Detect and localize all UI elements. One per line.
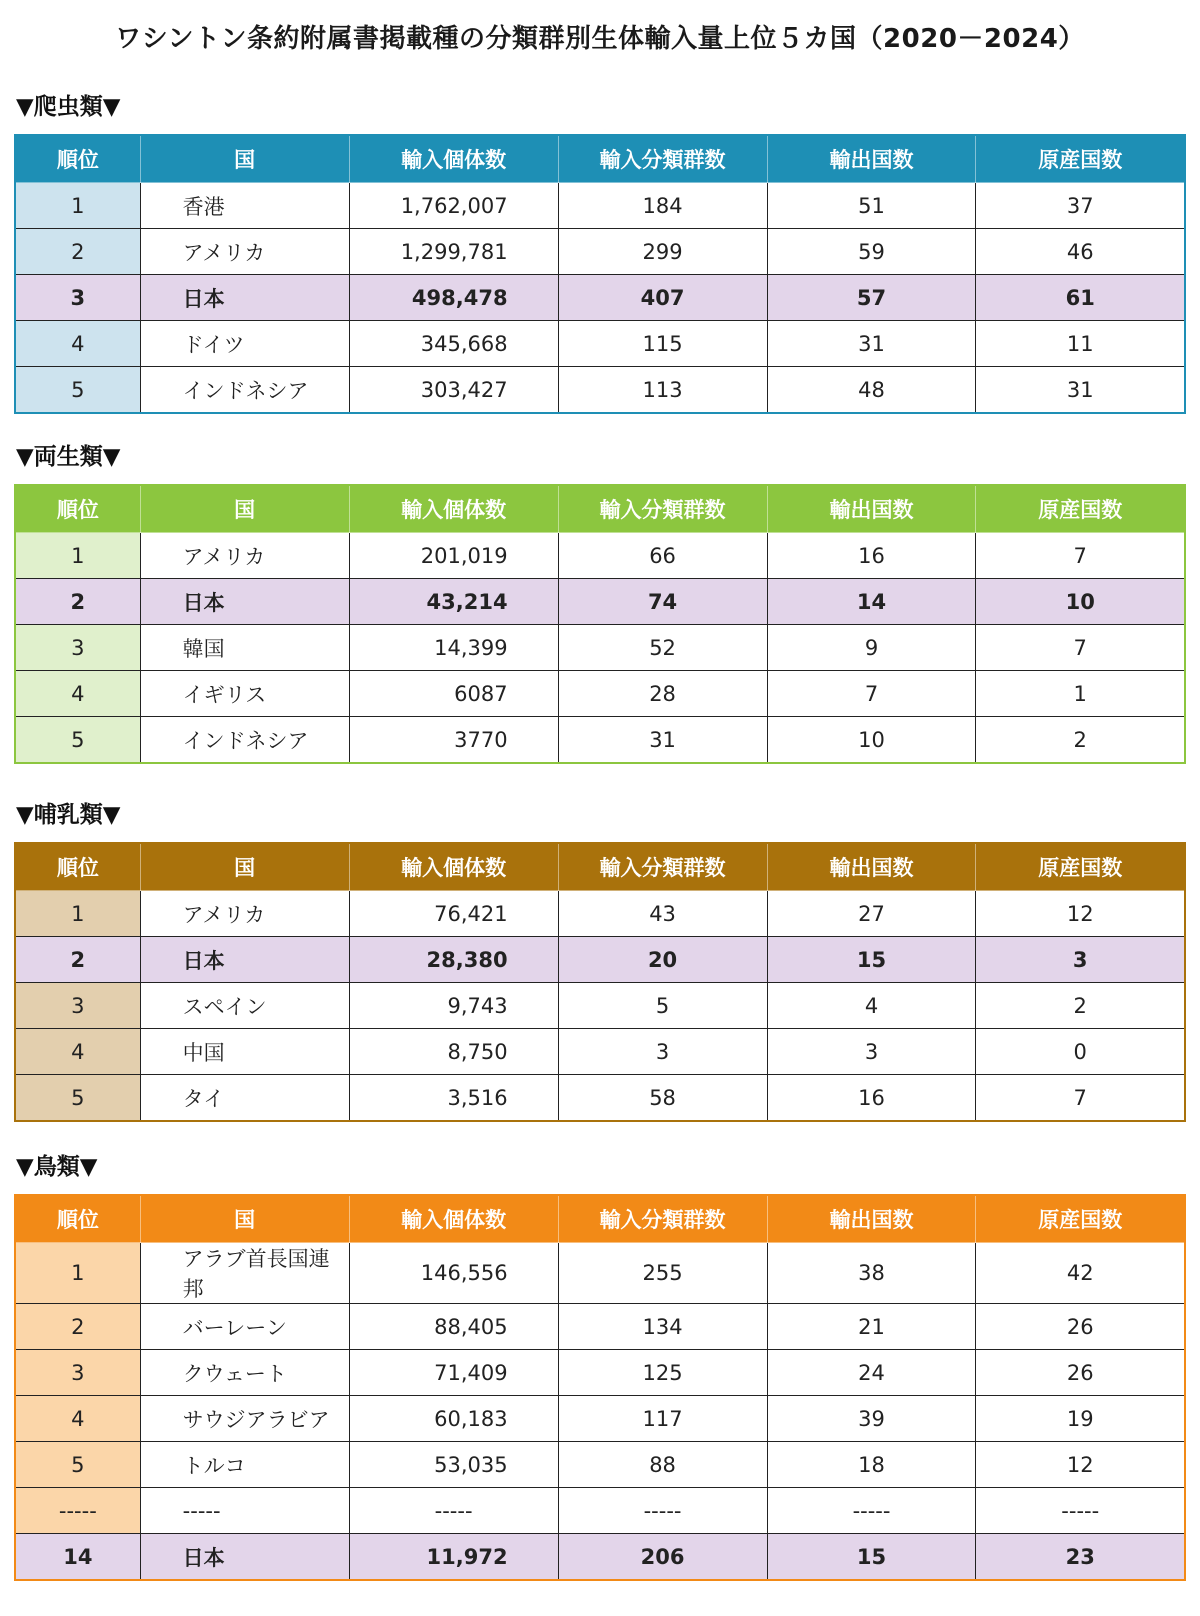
exporters-cell: 7 [767, 671, 976, 717]
birds-table [14, 1194, 1186, 1581]
rank-cell: 14 [15, 1534, 140, 1581]
origins-cell: 37 [976, 183, 1185, 229]
rank-cell: 5 [15, 367, 140, 414]
origins-cell: 61 [976, 275, 1185, 321]
rank-cell: 4 [15, 671, 140, 717]
exporters-cell: 24 [767, 1350, 976, 1396]
section-birds [14, 1152, 1186, 1581]
origins-cell: 10 [976, 579, 1185, 625]
taxa-cell: 58 [558, 1075, 767, 1122]
country-cell: 韓国 [140, 625, 349, 671]
header-row [15, 1195, 1185, 1243]
origins-cell: 26 [976, 1304, 1185, 1350]
header-row [15, 485, 1185, 533]
table-row [15, 937, 1185, 983]
taxa-cell: 88 [558, 1442, 767, 1488]
table-row [15, 1075, 1185, 1122]
origins-cell: 3 [976, 937, 1185, 983]
taxa-cell: ----- [558, 1488, 767, 1534]
origins-cell: 19 [976, 1396, 1185, 1442]
rank-cell: 1 [15, 183, 140, 229]
individuals-cell: 43,214 [349, 579, 558, 625]
country-cell: スペイン [140, 983, 349, 1029]
exporters-cell: 15 [767, 1534, 976, 1581]
origins-cell: 7 [976, 533, 1185, 579]
header-exporters: 輸出国数 [767, 135, 976, 183]
table-row [15, 367, 1185, 414]
taxa-cell: 3 [558, 1029, 767, 1075]
origins-cell: 1 [976, 671, 1185, 717]
individuals-cell: 88,405 [349, 1304, 558, 1350]
origins-cell: ----- [976, 1488, 1185, 1534]
exporters-cell: 3 [767, 1029, 976, 1075]
rank-cell: 1 [15, 533, 140, 579]
taxa-cell: 28 [558, 671, 767, 717]
taxa-cell: 74 [558, 579, 767, 625]
rank-cell: 2 [15, 579, 140, 625]
individuals-cell: 76,421 [349, 891, 558, 937]
rank-cell: 2 [15, 229, 140, 275]
rank-cell: 2 [15, 937, 140, 983]
individuals-cell: 11,972 [349, 1534, 558, 1581]
individuals-cell: 345,668 [349, 321, 558, 367]
origins-cell: 2 [976, 717, 1185, 764]
origins-cell: 26 [976, 1350, 1185, 1396]
taxa-cell: 66 [558, 533, 767, 579]
individuals-cell: 201,019 [349, 533, 558, 579]
exporters-cell: 14 [767, 579, 976, 625]
exporters-cell: 16 [767, 1075, 976, 1122]
header-individuals: 輸入個体数 [349, 1195, 558, 1243]
table-row [15, 891, 1185, 937]
section-heading: ▼爬虫類▼ [16, 94, 121, 120]
country-cell: 香港 [140, 183, 349, 229]
country-cell: インドネシア [140, 717, 349, 764]
reptiles-table [14, 134, 1186, 414]
header-origins: 原産国数 [976, 135, 1185, 183]
table-row [15, 579, 1185, 625]
rank-cell: 1 [15, 891, 140, 937]
individuals-cell: 8,750 [349, 1029, 558, 1075]
taxa-cell: 407 [558, 275, 767, 321]
header-origins: 原産国数 [976, 485, 1185, 533]
individuals-cell: 6087 [349, 671, 558, 717]
country-cell: インドネシア [140, 367, 349, 414]
amphibians-table [14, 484, 1186, 764]
exporters-cell: 39 [767, 1396, 976, 1442]
exporters-cell: 21 [767, 1304, 976, 1350]
individuals-cell: 28,380 [349, 937, 558, 983]
table-row [15, 1243, 1185, 1304]
header-taxa: 輸入分類群数 [558, 843, 767, 891]
table-row [15, 1488, 1185, 1534]
table-row [15, 983, 1185, 1029]
header-taxa: 輸入分類群数 [558, 1195, 767, 1243]
section-heading: ▼鳥類▼ [16, 1154, 98, 1180]
taxa-cell: 20 [558, 937, 767, 983]
country-cell: アラブ首長国連邦 [140, 1243, 349, 1304]
origins-cell: 2 [976, 983, 1185, 1029]
taxa-cell: 206 [558, 1534, 767, 1581]
individuals-cell: 1,762,007 [349, 183, 558, 229]
section-heading: ▼哺乳類▼ [16, 802, 121, 828]
header-rank: 順位 [15, 135, 140, 183]
rank-cell: 4 [15, 1396, 140, 1442]
header-exporters: 輸出国数 [767, 1195, 976, 1243]
taxa-cell: 117 [558, 1396, 767, 1442]
section-mammals [14, 800, 1186, 1122]
taxa-cell: 125 [558, 1350, 767, 1396]
individuals-cell: ----- [349, 1488, 558, 1534]
section-amphibians [14, 442, 1186, 764]
table-row [15, 625, 1185, 671]
country-cell: 日本 [140, 1534, 349, 1581]
exporters-cell: 16 [767, 533, 976, 579]
header-country: 国 [140, 1195, 349, 1243]
rank-cell: 1 [15, 1243, 140, 1304]
header-row [15, 843, 1185, 891]
taxa-cell: 115 [558, 321, 767, 367]
country-cell: イギリス [140, 671, 349, 717]
exporters-cell: 59 [767, 229, 976, 275]
rank-cell: 3 [15, 625, 140, 671]
rank-cell: 4 [15, 321, 140, 367]
table-row [15, 533, 1185, 579]
exporters-cell: 18 [767, 1442, 976, 1488]
individuals-cell: 146,556 [349, 1243, 558, 1304]
taxa-cell: 184 [558, 183, 767, 229]
taxa-cell: 43 [558, 891, 767, 937]
country-cell: ドイツ [140, 321, 349, 367]
table-row [15, 717, 1185, 764]
country-cell: ----- [140, 1488, 349, 1534]
origins-cell: 11 [976, 321, 1185, 367]
header-origins: 原産国数 [976, 843, 1185, 891]
country-cell: 中国 [140, 1029, 349, 1075]
table-row [15, 1350, 1185, 1396]
country-cell: バーレーン [140, 1304, 349, 1350]
country-cell: アメリカ [140, 891, 349, 937]
taxa-cell: 31 [558, 717, 767, 764]
origins-cell: 42 [976, 1243, 1185, 1304]
origins-cell: 7 [976, 1075, 1185, 1122]
exporters-cell: 27 [767, 891, 976, 937]
taxa-cell: 255 [558, 1243, 767, 1304]
table-row [15, 671, 1185, 717]
exporters-cell: 15 [767, 937, 976, 983]
section-heading: ▼両生類▼ [16, 444, 121, 470]
country-cell: 日本 [140, 937, 349, 983]
country-cell: クウェート [140, 1350, 349, 1396]
exporters-cell: 31 [767, 321, 976, 367]
exporters-cell: ----- [767, 1488, 976, 1534]
header-row [15, 135, 1185, 183]
exporters-cell: 10 [767, 717, 976, 764]
individuals-cell: 9,743 [349, 983, 558, 1029]
taxa-cell: 113 [558, 367, 767, 414]
origins-cell: 31 [976, 367, 1185, 414]
exporters-cell: 9 [767, 625, 976, 671]
rank-cell: 3 [15, 1350, 140, 1396]
header-exporters: 輸出国数 [767, 485, 976, 533]
exporters-cell: 38 [767, 1243, 976, 1304]
individuals-cell: 14,399 [349, 625, 558, 671]
taxa-cell: 134 [558, 1304, 767, 1350]
exporters-cell: 51 [767, 183, 976, 229]
table-row [15, 1442, 1185, 1488]
table-row [15, 1029, 1185, 1075]
country-cell: トルコ [140, 1442, 349, 1488]
rank-cell: 5 [15, 1442, 140, 1488]
origins-cell: 7 [976, 625, 1185, 671]
rank-cell: 3 [15, 275, 140, 321]
exporters-cell: 4 [767, 983, 976, 1029]
country-cell: 日本 [140, 275, 349, 321]
country-cell: 日本 [140, 579, 349, 625]
individuals-cell: 3,516 [349, 1075, 558, 1122]
header-rank: 順位 [15, 843, 140, 891]
header-taxa: 輸入分類群数 [558, 135, 767, 183]
origins-cell: 0 [976, 1029, 1185, 1075]
header-rank: 順位 [15, 1195, 140, 1243]
header-country: 国 [140, 485, 349, 533]
header-origins: 原産国数 [976, 1195, 1185, 1243]
origins-cell: 12 [976, 1442, 1185, 1488]
individuals-cell: 1,299,781 [349, 229, 558, 275]
table-row [15, 1304, 1185, 1350]
individuals-cell: 498,478 [349, 275, 558, 321]
header-exporters: 輸出国数 [767, 843, 976, 891]
header-individuals: 輸入個体数 [349, 843, 558, 891]
header-individuals: 輸入個体数 [349, 135, 558, 183]
individuals-cell: 3770 [349, 717, 558, 764]
individuals-cell: 71,409 [349, 1350, 558, 1396]
rank-cell: 5 [15, 717, 140, 764]
section-reptiles [14, 92, 1186, 414]
exporters-cell: 48 [767, 367, 976, 414]
taxa-cell: 5 [558, 983, 767, 1029]
taxa-cell: 52 [558, 625, 767, 671]
origins-cell: 23 [976, 1534, 1185, 1581]
origins-cell: 12 [976, 891, 1185, 937]
country-cell: アメリカ [140, 533, 349, 579]
individuals-cell: 303,427 [349, 367, 558, 414]
rank-cell: 3 [15, 983, 140, 1029]
rank-cell: 5 [15, 1075, 140, 1122]
table-row [15, 275, 1185, 321]
rank-cell: ----- [15, 1488, 140, 1534]
page-title: ワシントン条約附属書掲載種の分類群別生体輸入量上位５カ国（2020－2024） [115, 24, 1085, 54]
individuals-cell: 60,183 [349, 1396, 558, 1442]
exporters-cell: 57 [767, 275, 976, 321]
table-row [15, 321, 1185, 367]
individuals-cell: 53,035 [349, 1442, 558, 1488]
table-row [15, 1534, 1185, 1581]
header-individuals: 輸入個体数 [349, 485, 558, 533]
country-cell: タイ [140, 1075, 349, 1122]
header-country: 国 [140, 135, 349, 183]
origins-cell: 46 [976, 229, 1185, 275]
mammals-table [14, 842, 1186, 1122]
header-country: 国 [140, 843, 349, 891]
table-row [15, 183, 1185, 229]
rank-cell: 4 [15, 1029, 140, 1075]
country-cell: サウジアラビア [140, 1396, 349, 1442]
header-taxa: 輸入分類群数 [558, 485, 767, 533]
country-cell: アメリカ [140, 229, 349, 275]
table-row [15, 1396, 1185, 1442]
table-row [15, 229, 1185, 275]
rank-cell: 2 [15, 1304, 140, 1350]
header-rank: 順位 [15, 485, 140, 533]
taxa-cell: 299 [558, 229, 767, 275]
